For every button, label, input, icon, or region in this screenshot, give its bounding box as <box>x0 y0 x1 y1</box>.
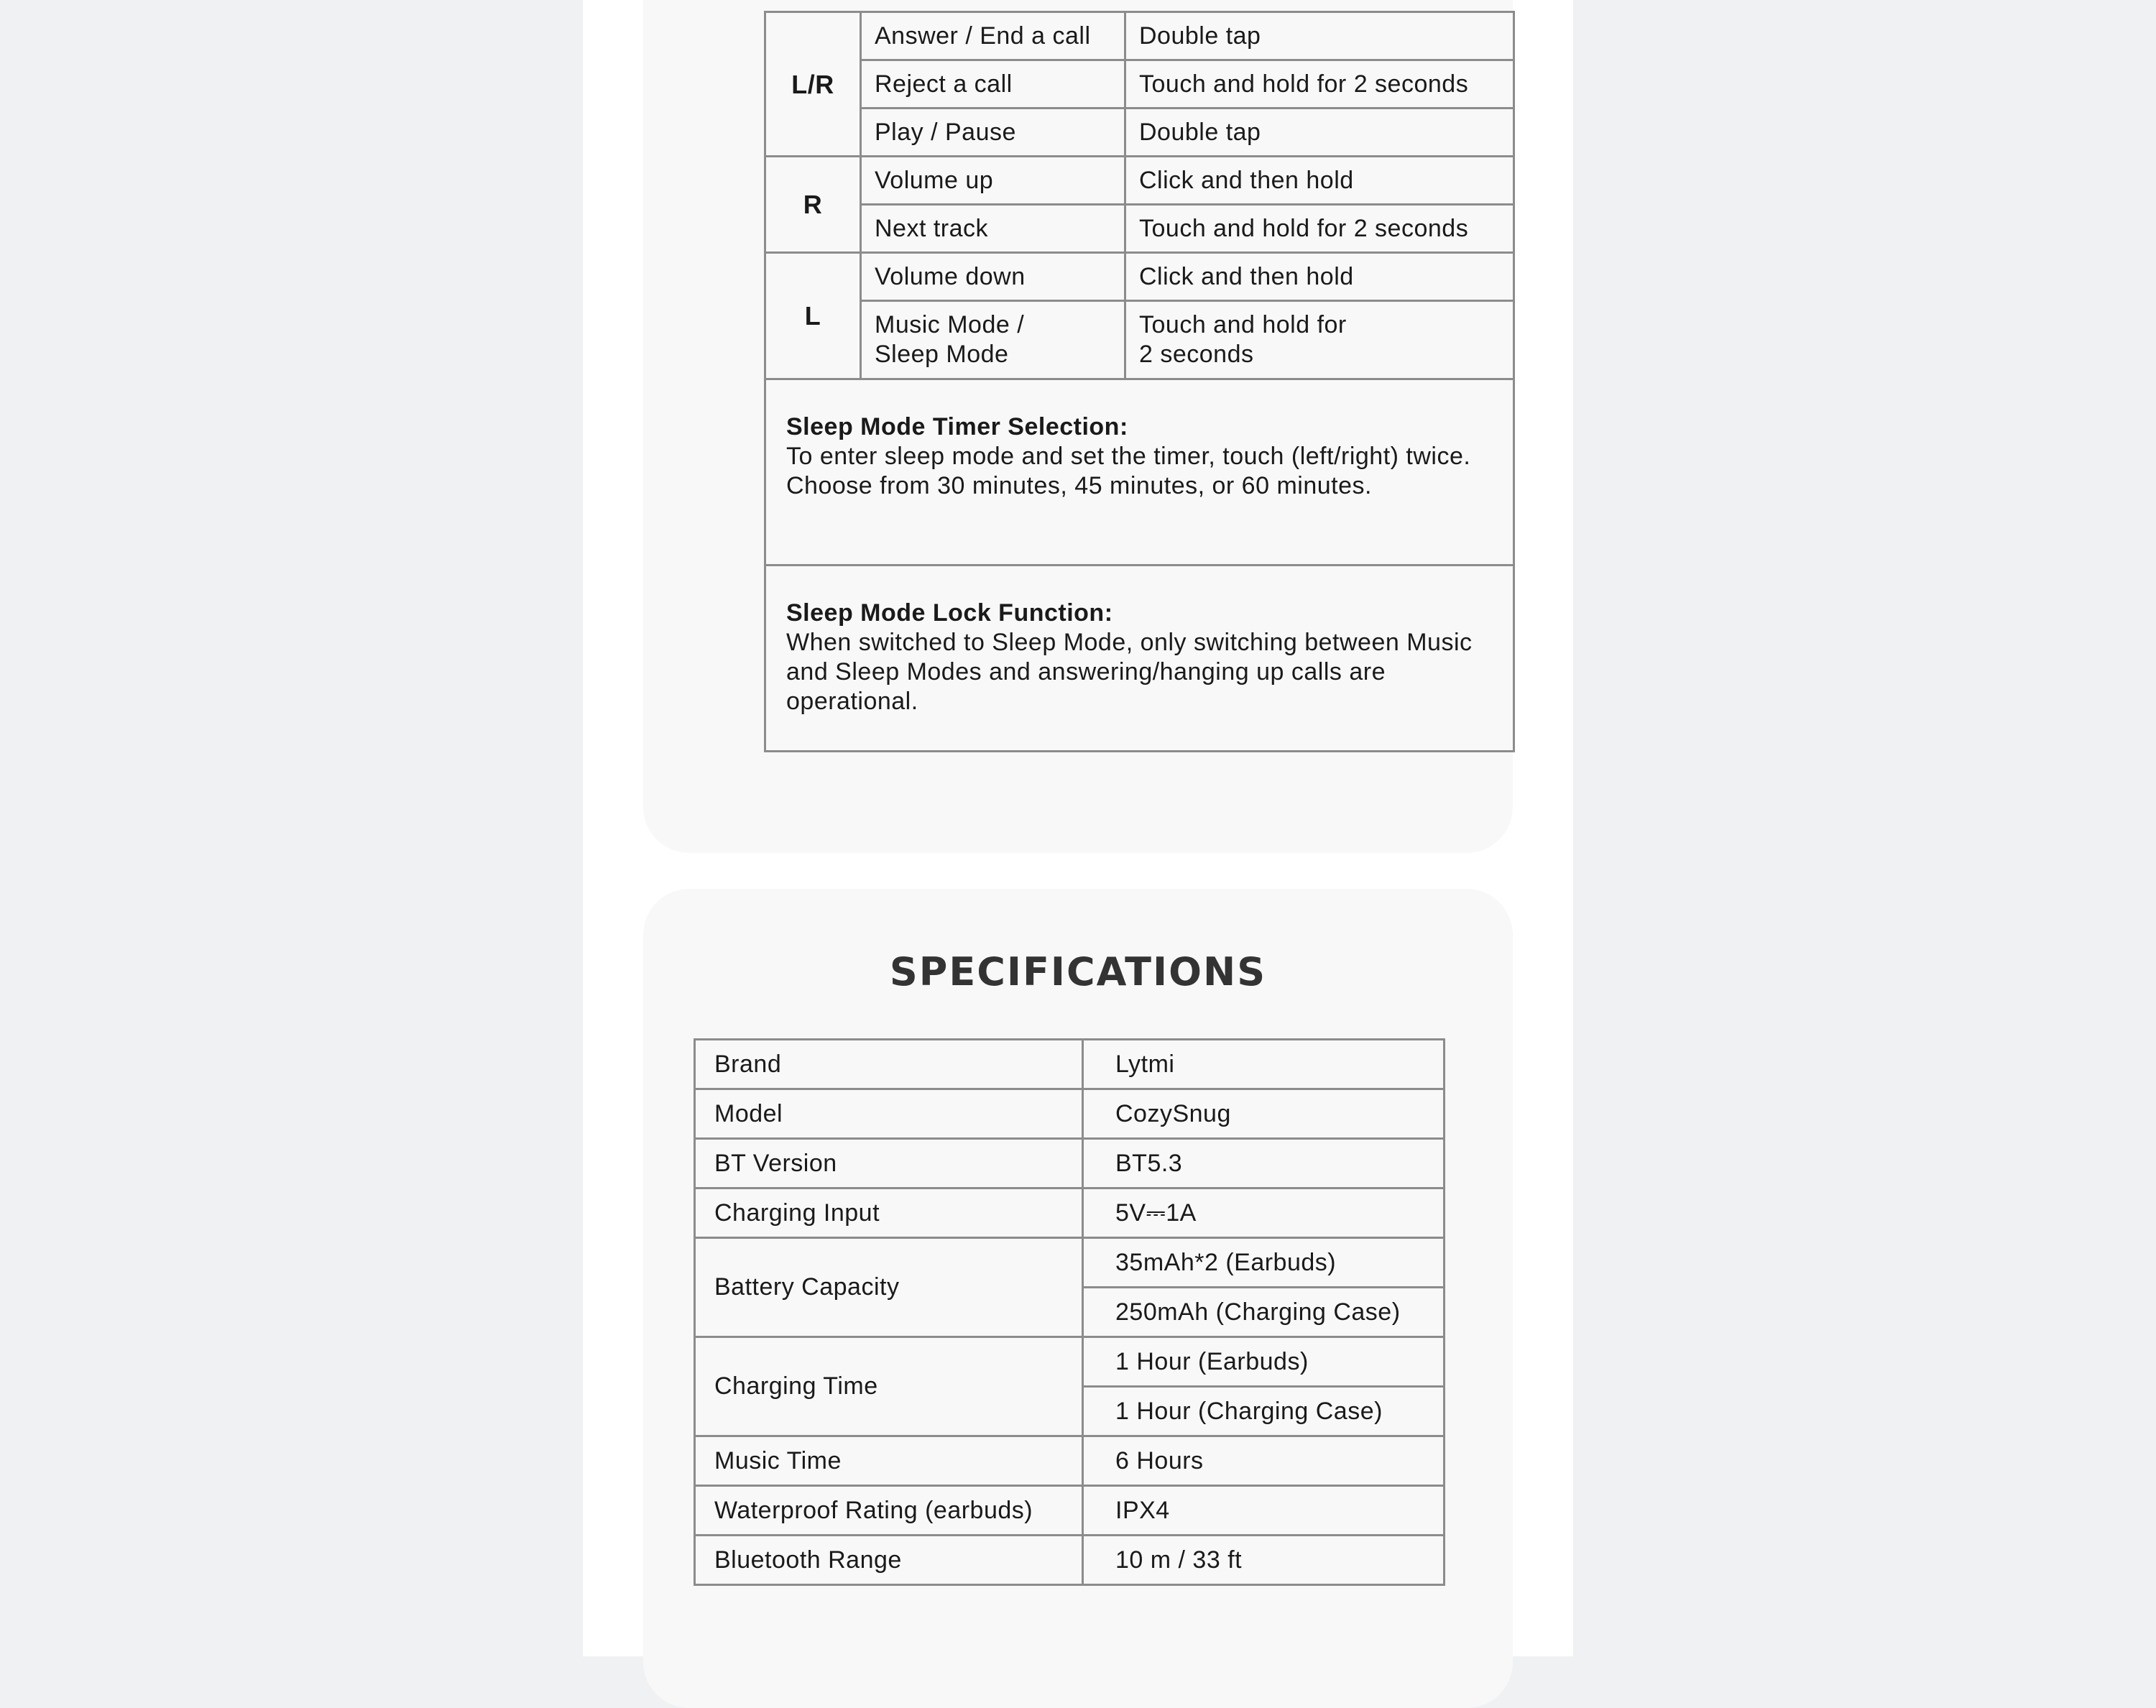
spec-value: Lytmi <box>1083 1040 1445 1089</box>
spec-value: 10 m / 33 ft <box>1083 1536 1445 1585</box>
side-label-r: R <box>765 157 861 253</box>
spec-value: BT5.3 <box>1083 1139 1445 1188</box>
specifications-table <box>694 1038 1445 1586</box>
action-line: Music Mode / <box>875 311 1025 338</box>
table-row <box>695 1139 1445 1188</box>
table-row <box>765 301 1514 379</box>
table-row <box>765 60 1514 109</box>
table-row <box>765 109 1514 157</box>
gesture-cell: Double tap <box>1125 12 1514 60</box>
spec-label: Model <box>695 1089 1083 1139</box>
table-row <box>765 157 1514 205</box>
sleep-lock-note <box>765 566 1514 752</box>
table-row <box>765 566 1514 752</box>
sleep-timer-note <box>765 379 1514 566</box>
action-cell: Play / Pause <box>861 109 1125 157</box>
controls-card <box>643 0 1513 853</box>
specifications-card <box>643 889 1513 1708</box>
note-body: When switched to Sleep Mode, only switching between Music and Sleep Modes and answering/hanging up calls are operational. <box>786 629 1473 715</box>
table-row <box>695 1089 1445 1139</box>
gesture-line: Touch and hold for <box>1139 311 1347 338</box>
table-row <box>695 1188 1445 1238</box>
spec-value: 35mAh*2 (Earbuds) <box>1083 1238 1445 1288</box>
note-body: To enter sleep mode and set the timer, touch (left/right) twice. Choose from 30 minutes, 45 minutes, or 60 minutes. <box>786 443 1471 499</box>
table-row <box>765 12 1514 60</box>
spec-label: BT Version <box>695 1139 1083 1188</box>
spec-value: 1 Hour (Charging Case) <box>1083 1387 1445 1436</box>
gesture-cell: Click and then hold <box>1125 253 1514 301</box>
action-cell <box>861 301 1125 379</box>
spec-value: IPX4 <box>1083 1486 1445 1536</box>
table-row <box>695 1238 1445 1288</box>
table-row <box>765 379 1514 566</box>
table-row <box>765 205 1514 253</box>
table-row <box>695 1536 1445 1585</box>
gesture-cell: Touch and hold for 2 seconds <box>1125 205 1514 253</box>
note-title: Sleep Mode Lock Function: <box>786 599 1113 627</box>
table-row <box>695 1040 1445 1089</box>
side-label-l: L <box>765 253 861 379</box>
table-row <box>765 253 1514 301</box>
spec-value: 5V⎓1A <box>1083 1188 1445 1238</box>
spec-label: Brand <box>695 1040 1083 1089</box>
action-cell: Reject a call <box>861 60 1125 109</box>
action-cell: Volume down <box>861 253 1125 301</box>
spec-label: Battery Capacity <box>695 1238 1083 1337</box>
action-cell: Next track <box>861 205 1125 253</box>
gesture-cell: Double tap <box>1125 109 1514 157</box>
table-row <box>695 1486 1445 1536</box>
action-cell: Answer / End a call <box>861 12 1125 60</box>
table-row <box>695 1337 1445 1387</box>
note-title: Sleep Mode Timer Selection: <box>786 413 1128 440</box>
spec-value: CozySnug <box>1083 1089 1445 1139</box>
controls-table <box>764 11 1515 752</box>
gesture-cell <box>1125 301 1514 379</box>
spec-value: 6 Hours <box>1083 1436 1445 1486</box>
spec-label: Charging Time <box>695 1337 1083 1436</box>
side-label-lr: L/R <box>765 12 861 157</box>
spec-label: Charging Input <box>695 1188 1083 1238</box>
spec-label: Music Time <box>695 1436 1083 1486</box>
spec-value: 1 Hour (Earbuds) <box>1083 1337 1445 1387</box>
table-row <box>695 1436 1445 1486</box>
spec-value: 250mAh (Charging Case) <box>1083 1288 1445 1337</box>
gesture-cell: Click and then hold <box>1125 157 1514 205</box>
specifications-heading: SPECIFICATIONS <box>889 949 1267 994</box>
action-cell: Volume up <box>861 157 1125 205</box>
gesture-cell: Touch and hold for 2 seconds <box>1125 60 1514 109</box>
gesture-line: 2 seconds <box>1139 341 1254 368</box>
spec-label: Waterproof Rating (earbuds) <box>695 1486 1083 1536</box>
spec-label: Bluetooth Range <box>695 1536 1083 1585</box>
action-line: Sleep Mode <box>875 341 1009 368</box>
page-column <box>583 0 1573 1656</box>
